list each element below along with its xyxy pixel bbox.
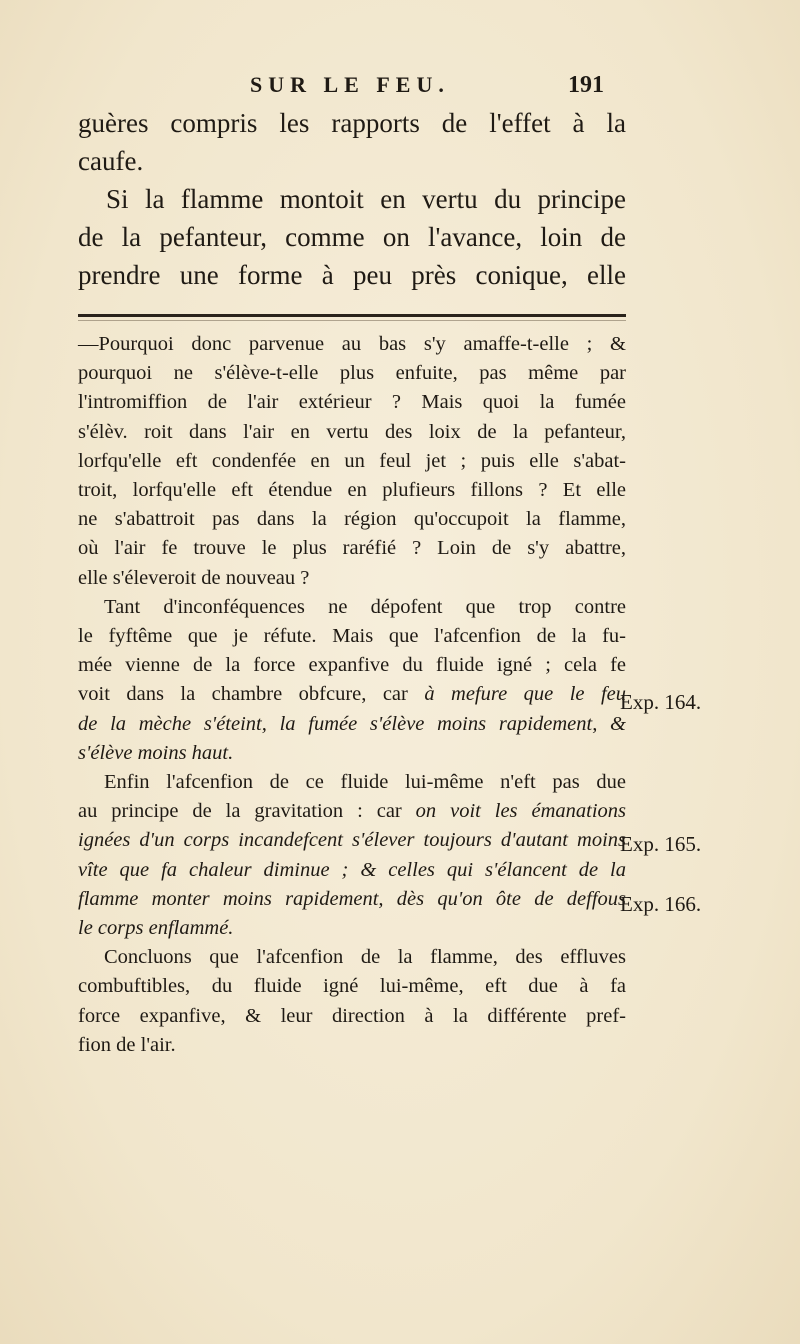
note-line: ne s'abattroit pas dans la région qu'occupoit la flamme, xyxy=(78,508,626,531)
note-line: —Pourquoi donc parvenue au bas s'y amaffe-t-elle ; & xyxy=(78,333,626,355)
footnote-separator-rule xyxy=(78,314,626,317)
note-line-italic: à mefure que le feu xyxy=(424,683,626,706)
note-line-italic: de la mèche s'éteint, la fumée s'élève moins rapidement, & xyxy=(78,712,626,735)
running-head: SUR LE FEU. xyxy=(250,72,450,97)
note-line: fion de l'air. xyxy=(78,1033,176,1056)
main-text-line: guères compris les rapports de l'effet à la xyxy=(78,108,626,138)
main-text-line: de la pefanteur, comme on l'avance, loin de xyxy=(78,222,626,252)
note-line: Tant d'inconféquences ne dépofent que trop contre xyxy=(104,595,626,618)
footnote-text-block xyxy=(78,330,626,1060)
note-line xyxy=(78,680,626,709)
margin-note-exp-164: Exp. 164. xyxy=(620,690,702,714)
note-line: lorfqu'elle eft condenfée en un feul jet ; puis elle s'abat- xyxy=(78,449,626,472)
footnote-separator-hairline xyxy=(78,320,626,321)
note-line xyxy=(78,797,626,826)
page-header xyxy=(250,72,604,102)
note-line-italic: vîte que fa chaleur diminue ; & celles qui s'élancent de la xyxy=(78,858,626,881)
main-text-line: caufe. xyxy=(78,146,144,176)
margin-note-exp-165: Exp. 165. xyxy=(620,832,702,856)
note-line: combuftibles, du fluide igné lui-même, eft due à fa xyxy=(78,975,626,998)
note-line-roman: voit dans la chambre obfcure, car xyxy=(78,683,425,706)
note-line: force expanfive, & leur direction à la différente pref- xyxy=(78,1004,626,1027)
note-line-italic: s'élève moins haut. xyxy=(78,741,234,764)
note-line: Concluons que l'afcenfion de la flamme, des effluves xyxy=(104,946,626,969)
margin-note-exp-166: Exp. 166. xyxy=(620,892,702,916)
note-line-italic: ignées d'un corps incandefcent s'élever toujours d'autant moins xyxy=(78,829,626,852)
note-line: mée vienne de la force expanfive du fluide igné ; cela fe xyxy=(78,654,626,677)
note-line: elle s'éleveroit de nouveau ? xyxy=(78,566,310,589)
note-line-italic: le corps enflammé. xyxy=(78,917,234,940)
note-line: Enfin l'afcenfion de ce fluide lui-même n'eft pas due xyxy=(104,771,626,794)
main-text-block xyxy=(78,104,626,294)
note-line-italic: flamme monter moins rapidement, dès qu'on ôte de deffous xyxy=(78,887,626,910)
note-line: où l'air fe trouve le plus raréfié ? Loin de s'y abattre, xyxy=(78,537,626,560)
main-text-line: prendre une forme à peu près conique, elle xyxy=(78,260,626,290)
note-line: s'élèv. roit dans l'air en vertu des loix de la pefanteur, xyxy=(78,420,626,443)
note-line: le fyftême que je réfute. Mais que l'afcenfion de la fu- xyxy=(78,625,626,648)
page-number: 191 xyxy=(568,72,604,98)
note-line: l'intromiffion de l'air extérieur ? Mais quoi la fumée xyxy=(78,391,626,414)
main-text-line: Si la flamme montoit en vertu du principe xyxy=(106,184,626,214)
note-line-roman: au principe de la gravitation : car xyxy=(78,800,416,823)
note-line-italic: on voit les émanations xyxy=(415,800,626,823)
note-line: troit, lorfqu'elle eft étendue en plufieurs fillons ? Et elle xyxy=(78,479,626,502)
note-line: pourquoi ne s'élève-t-elle plus enfuite, pas même par xyxy=(78,362,626,385)
